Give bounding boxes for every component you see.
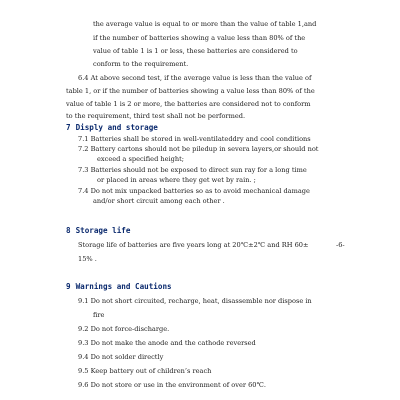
section-number: 9 xyxy=(66,282,71,291)
section-number: 7 xyxy=(66,123,71,132)
section-9-line: 9.1 Do not short circuited, recharge, heat, disassemble nor dispose in xyxy=(78,297,312,305)
section-title: Disply and storage xyxy=(75,123,158,132)
section-7-line: 7.2 Battery cartons should not be piledup in severa layers,or should not xyxy=(78,145,319,153)
section-7-line: 7.3 Batteries should not be exposed to direct sun ray for a long time xyxy=(78,166,307,174)
section-8-heading xyxy=(66,226,130,236)
section-9-line: 9.5 Keep battery out of children’s reach xyxy=(78,367,212,375)
section-7-line: and/or short circuit among each other . xyxy=(93,197,225,205)
para-6-4-line: value of table 1 is 2 or more, the batteries are considered not to conform xyxy=(66,100,311,108)
section-7-line: 7.4 Do not mix unpacked batteries so as to avoid mechanical damage xyxy=(78,187,310,195)
section-7-heading xyxy=(66,123,158,133)
section-9-line: 9.6 Do not store or use in the environment of over 60℃. xyxy=(78,381,266,389)
intro-line: conform to the requirement. xyxy=(93,60,189,68)
section-9-heading xyxy=(66,282,172,292)
intro-line: value of table 1 is 1 or less, these batteries are considered to xyxy=(93,47,298,55)
para-6-4-line: to the requirement, third test shall not be performed. xyxy=(66,112,246,120)
intro-line: the average value is equal to or more than the value of table 1,and xyxy=(93,20,317,28)
section-7-line: or placed in areas where they get wet by rain. ; xyxy=(97,176,256,184)
section-9-line: 9.4 Do not solder directly xyxy=(78,353,164,361)
section-9-line: 9.2 Do not force-discharge. xyxy=(78,325,170,333)
para-6-4-line: 6.4 At above second test, if the average value is less than the value of xyxy=(78,74,312,82)
section-8-line: 15% . xyxy=(78,255,97,263)
section-7-line: exceed a specified height; xyxy=(97,155,184,163)
section-7-line: 7.1 Batteries shall be stored in well-ventilateddry and cool conditions xyxy=(78,135,311,143)
page-number: -6- xyxy=(336,241,345,249)
para-6-4-line: table 1, or if the number of batteries showing a value less than 80% of the xyxy=(66,87,315,95)
section-title: Storage life xyxy=(75,226,131,235)
intro-line: if the number of batteries showing a value less than 80% of the xyxy=(93,34,306,42)
section-title: Warnings and Cautions xyxy=(75,282,172,291)
section-9-line: fire xyxy=(93,311,105,319)
section-9-line: 9.3 Do not make the anode and the cathode reversed xyxy=(78,339,256,347)
section-8-line: Storage life of batteries are five years long at 20℃±2℃ and RH 60± xyxy=(78,241,309,249)
section-number: 8 xyxy=(66,226,71,235)
